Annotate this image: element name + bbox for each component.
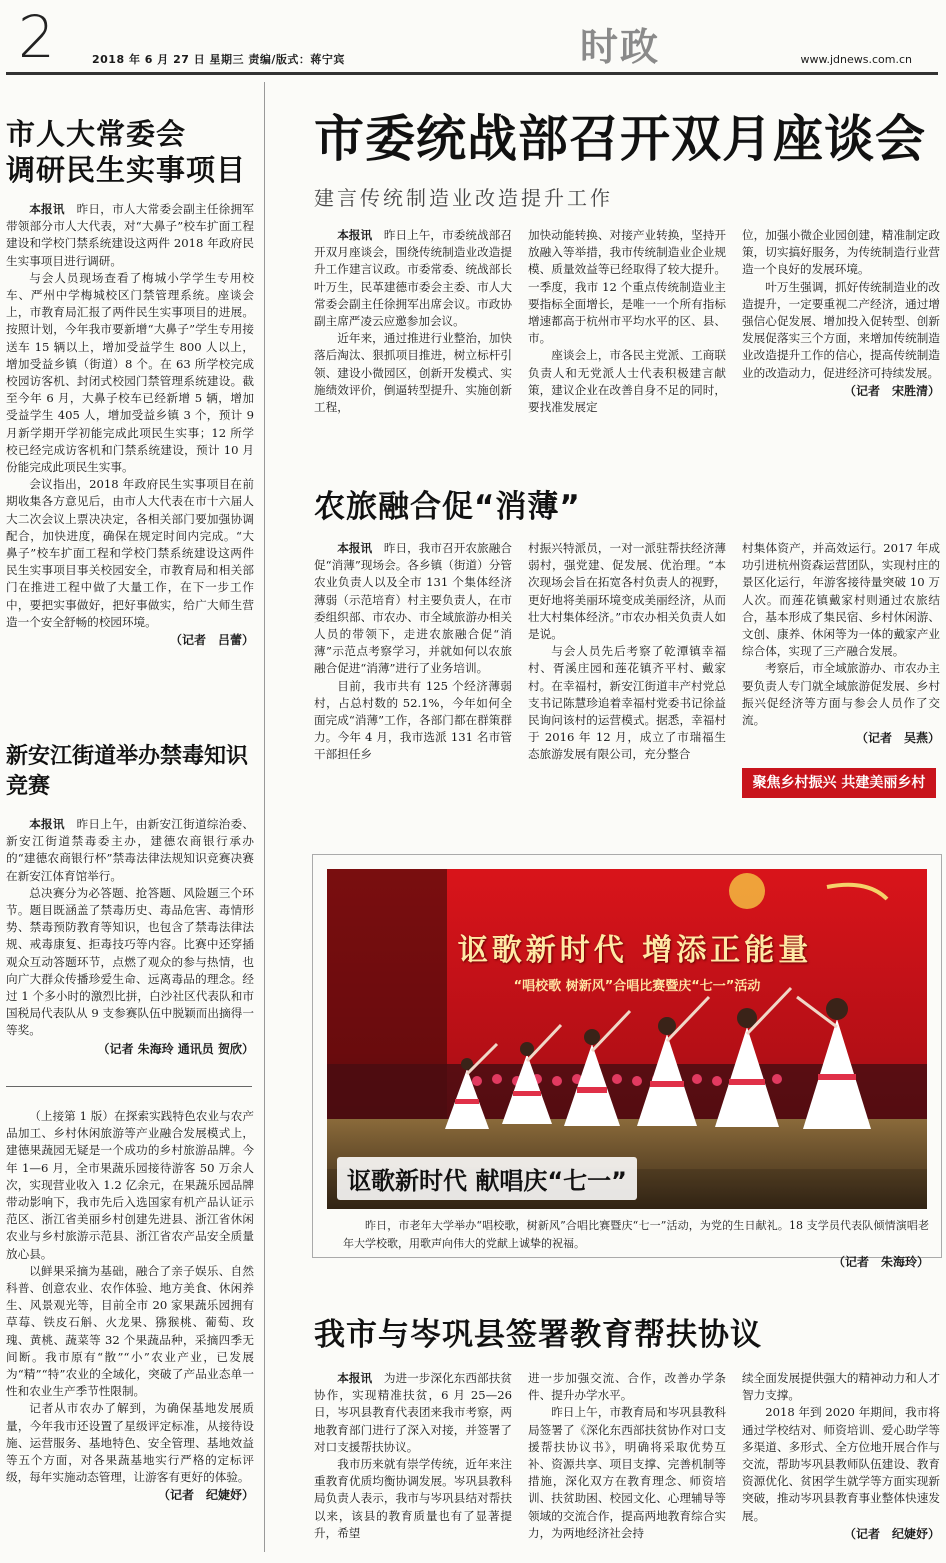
paragraph: 村振兴特派员，一对一派驻帮扶经济薄弱村，强党建、促发展、优治理。“本次现场会旨在拓宽各村负责人的视野，更好地将美丽环境变成美丽经济，从而壮大村集体经济。”市农办相关负责人如是说。: [528, 541, 726, 642]
text-column: [742, 540, 940, 764]
lead-tag: 本报讯: [337, 1371, 373, 1385]
article-body: [314, 1370, 940, 1543]
paragraph: 昨日上午，由新安江街道综治委、新安江街道禁毒委主办，建德农商银行承办的“建德农商银行杯”禁毒法律法规知识竞赛决赛在新安江体育馆举行。: [6, 817, 254, 883]
paragraph: 续全面发展提供强大的精神动力和人才智力支撑。: [742, 1371, 940, 1403]
text-column: [528, 540, 726, 764]
issue-info: 2018 年 6 月 27 日 星期三 责编/版式：蒋宁宾: [92, 53, 345, 66]
article-continued: [6, 1108, 254, 1504]
column-divider: [264, 82, 265, 1552]
text-column: [528, 227, 726, 416]
photo-caption: [343, 1217, 929, 1271]
banner-subtext: “唱校歌 树新风”合唱比赛暨庆“七一”活动: [513, 979, 761, 994]
article-headline-line2: 调研民生实事项目: [6, 153, 247, 187]
article-body: [6, 816, 254, 1040]
lead-tag: 本报讯: [29, 202, 65, 216]
byline: （记者 宋胜清）: [843, 383, 940, 398]
paragraph: 座谈会上，市各民主党派、工商联负责人和无党派人士代表积极建言献策，建议企业在改善自身不足的同时，要找准发展定: [528, 348, 726, 415]
article-body: [314, 540, 940, 764]
paragraph: 与会人员现场查看了梅城小学学生专用校车、严州中学梅城校区门禁管理系统。座谈会上，市教育局汇报了两件民生实事项目的进展。按照计划，今年我市要新增“大鼻子”学生专用接送车 15 辆以上，增加受益学生 800 人以上，增加受益乡镇（街道）8 个。在 63 所学校完成校园访客机、封闭式校园门禁管理系统建设。截至今年 6 月，大鼻子校车已经新增 5 辆，增加受益学生 405 人，增加受益乡镇 3 个，预计 9 月新学期开学初能完成此项民生实事；12 所学校已经完成访客机和门禁系统建设，预计 10 月份能完成此项民生实事。: [6, 270, 254, 475]
masthead-rule: [6, 72, 938, 75]
stage-photo: [327, 869, 927, 1209]
paragraph: 我市历来就有崇学传统，近年来注重教育优质均衡协调发展。岑巩县教科局负责人表示，我市与岑巩县结对帮扶以来，该县的教育质量也有了显著提升，希望: [314, 1457, 512, 1540]
text-column: [528, 1370, 726, 1543]
article-npc-survey: [6, 116, 254, 649]
paragraph: 2018 年到 2020 年期间，我市将通过学校结对、师资培训、爱心助学等多渠道、多形式、全方位地开展合作与交流，帮助岑巩县教师队伍建设、教育资源优化、贫困学生就学等方面实现新突破，推动岑巩县教育事业整体快速发展。: [742, 1405, 940, 1523]
paragraph: 总决赛分为必答题、抢答题、风险题三个环节。题目既涵盖了禁毒历史、毒品危害、毒情形势、禁毒预防教育等知识，也包含了禁毒法律法规、戒毒康复、拒毒技巧等内容。比赛中还穿插观众互动答题环节，点燃了观众的参与热情，也向广大群众传播珍爱生命、远离毒品的理念。经过 1 个多小时的激烈比拼，白沙社区代表队和市国税局代表队从 9 支参赛队伍中脱颖而出摘得一等奖。: [6, 885, 254, 1038]
byline: （记者 朱海玲）: [832, 1255, 929, 1269]
article-anti-drug-contest: [6, 742, 254, 1058]
photo-overlay-title: 讴歌新时代 献唱庆“七一”: [337, 1157, 637, 1200]
text-column: [314, 540, 512, 764]
paragraph: 近年来，通过推进行业整治，加快落后淘汰、狠抓项目推进，树立标杆引领、建设小微园区，创新开发模式、实施绩效评价，倒逼转型提升、实施创新工程，: [314, 331, 512, 415]
main-headline: 市委统战部召开双月座谈会: [314, 110, 926, 168]
byline: （记者 吕蕾）: [169, 633, 254, 648]
caption-text: 昨日，市老年大学举办“唱校歌，树新风”合唱比赛暨庆“七一”活动，为党的生日献礼。18 支学员代表队倾情演唱老年大学校歌，用歌声向伟大的党献上诚挚的祝福。: [343, 1219, 929, 1250]
paragraph: 目前，我市共有 125 个经济薄弱村，占总村数的 52.1%，今年如何全面完成“消薄”工作，各部门都在群策群力。今年 4 月，我市选派 131 名市管干部担任乡: [314, 678, 512, 762]
paragraph: 进一步加强交流、合作，改善办学条件、提升办学水平。: [528, 1371, 726, 1403]
byline: （记者 纪婕妤）: [157, 1488, 254, 1503]
article-headline: 农旅融合促“消薄”: [314, 489, 581, 525]
masthead: [0, 0, 946, 76]
article-education-agreement: [314, 1316, 940, 1543]
paragraph: 记者从市农办了解到，为确保基地发展质量，今年我市还设置了星级评定标准，从接待设施、运营服务、基地特色、安全管理、基地效益等五个方面，对各果蔬基地实行严格的定标评级，每年实施动态管理，让游客有更好的体验。: [6, 1401, 254, 1485]
paragraph: 昨日上午，市教育局和岑巩县教科局签署了《深化东西部扶贫协作对口支援帮扶协议书》，明确将采取优势互补、资源共享、项目支撑、完善机制等措施，深化双方在教育理念、师资培训、扶贫助困、校园文化、心理辅导等领域的交流合作，提高两地教育综合实力，为两地经济社会持: [528, 1405, 726, 1540]
byline: （记者 纪婕妤）: [843, 1526, 940, 1541]
subheadline: 建言传统制造业改造提升工作: [314, 186, 613, 210]
text-column: [314, 1370, 512, 1543]
article-headline-line1: 市人大常委会: [6, 117, 187, 151]
paragraph: 昨日，市人大常委会副主任徐拥军带领部分市人大代表，对“大鼻子”校车扩面工程建设和学校门禁系统建设这两件 2018 年政府民生实事项目进行调研。: [6, 202, 254, 268]
article-united-front-forum: [314, 110, 940, 416]
lead-tag: 本报讯: [337, 541, 373, 555]
lead-tag: 本报讯: [29, 817, 65, 831]
byline: （记者 吴燕）: [855, 731, 940, 746]
text-column: [742, 1370, 940, 1543]
paragraph: 位，加强小微企业园创建，精准制定政策，切实搞好服务，为传统制造行业营造一个良好的发展环境。: [742, 228, 940, 277]
article-body: [6, 1108, 254, 1486]
article-body: [6, 201, 254, 631]
paragraph: 村集体资产，并高效运行。2017 年成功引进杭州资森运营团队，实现村庄的景区化运行，年游客接待量突破 10 万人次。而莲花镇戴家村则通过农旅结合，基本形成了集民宿、乡村休闲游、文创、康养、休闲等为一体的戴家产业综合体，实现了三产融合发展。: [742, 541, 940, 659]
article-agritourism: [314, 488, 940, 764]
paragraph: 昨日，我市召开农旅融合促“消薄”现场会。各乡镇（街道）分管农业负责人以及全市 131 个集体经济薄弱（示范培育）村主要负责人，在市委组织部、市农办、市全域旅游办相关人员的带领下，走进农旅融合促“消薄”示范点考察学习，并就如何以农旅融合促进“消薄”进行了业务培训。: [314, 541, 512, 676]
lead-tag: 本报讯: [337, 228, 373, 242]
article-headline: 新安江街道举办禁毒知识竞赛: [6, 744, 249, 799]
photo-feature: [312, 854, 942, 1269]
text-column: [742, 227, 940, 416]
paragraph: 以鲜果采摘为基础，融合了亲子娱乐、自然科普、创意农业、农作体验、地方美食、休闲养生、风景观光等，目前全市 20 家果蔬乐园拥有草莓、铁皮石斛、火龙果、猕猴桃、葡萄、玫瑰、黄桃、蔬菜等 32 个果蔬品种，采摘四季无间断。我市原有“散”“小”农业产业，已发展为“精”“特”农业的全域化，突破了产品业态单一性和农业生产季节性限制。: [6, 1263, 254, 1399]
section-title: 时政: [580, 25, 661, 69]
byline: （记者 朱海玲 通讯员 贺欣）: [97, 1041, 254, 1056]
banner-text: 讴歌新时代 增添正能量: [457, 933, 813, 968]
site-url[interactable]: www.jdnews.com.cn: [800, 53, 912, 66]
paragraph: 会议指出，2018 年政府民生实事项目在前期收集各方意见后，由市人大代表在市十六届人大二次会议上票决决定，各相关部门要加强协调配合，加快进度，确保在规定时间内完成。“大鼻子”校车扩面工程和学校门禁系统建设这两件民生实事项目事关校园安全，市教育局和相关部门在推进工程中做了大量工作，在下一步工作中，要把实事做好，把好事做实，给广大师生营造一个安全舒畅的校园环境。: [6, 477, 254, 629]
section-separator: [6, 1086, 252, 1087]
paragraph: 考察后，市全域旅游办、市农办主要负责人专门就全域旅游促发展、乡村振兴促经济等方面与参会人员作了交流。: [742, 661, 940, 728]
paragraph: 为进一步深化东西部扶贫协作，实现精准扶贫，6 月 25—26 日，岑巩县教育代表团来我市考察，两地教育部门进行了深入对接，并签署了对口支援帮扶协议。: [314, 1371, 512, 1454]
topic-tag: 聚焦乡村振兴 共建美丽乡村: [742, 768, 936, 798]
text-column: [314, 227, 512, 416]
paragraph: 叶万生强调，抓好传统制造业的改造提升，一定要重视二产经济，通过增强信心促发展、增加投入促转型、创新发展促落实三个方面，来增加传统制造业改造提升工作的信心，提高传统制造业的改造动力，促进经济可持续发展。: [742, 279, 940, 380]
paragraph: 昨日上午，市委统战部召开双月座谈会，围绕传统制造业改造提升工作建言议政。市委常委、统战部长叶万生，民革建德市委会主委、市人大常委会副主任徐拥军出席会议。市政协副主席严凌云应邀参加会议。: [314, 228, 512, 329]
paragraph: 加快动能转换、对接产业转换，坚持开放融入等举措，我市传统制造业企业规模、质量效益等已经取得了较大提升。一季度，我市 12 个重点传统制造业主要指标全面增长，是唯一一个所有指标增速都高于杭州市平均水平的区、县、市。: [528, 228, 726, 346]
page-number: 2: [18, 3, 55, 71]
paragraph: （上接第 1 版）在探索实践特色农业与农产品加工、乡村休闲旅游等产业融合发展模式上，建德果蔬园无疑是一个成功的乡村旅游品牌。今年 1—6 月，全市果蔬乐园接待游客 50 万余人次，实现营业收入 1.2 亿余元，在果蔬乐园品牌带动影响下，我市先后入选国家有机产品认证示范区、浙江省美丽乡村创建先进县、浙江省休闲农业与乡村旅游示范县、浙江省农产品安全质量放心县。: [6, 1109, 254, 1261]
paragraph: 与会人员先后考察了乾潭镇幸福村、胥溪庄园和莲花镇齐平村、戴家村。在幸福村，新安江街道丰产村党总支书记陈慧珍追着幸福村党委书记徐益民询问该村的运营模式。据悉，幸福村于 2016 年 12 月，成立了市瑞福生态旅游发展有限公司，充分整合: [528, 644, 726, 762]
article-headline: 我市与岑巩县签署教育帮扶协议: [314, 1317, 762, 1353]
article-body: [314, 227, 940, 416]
